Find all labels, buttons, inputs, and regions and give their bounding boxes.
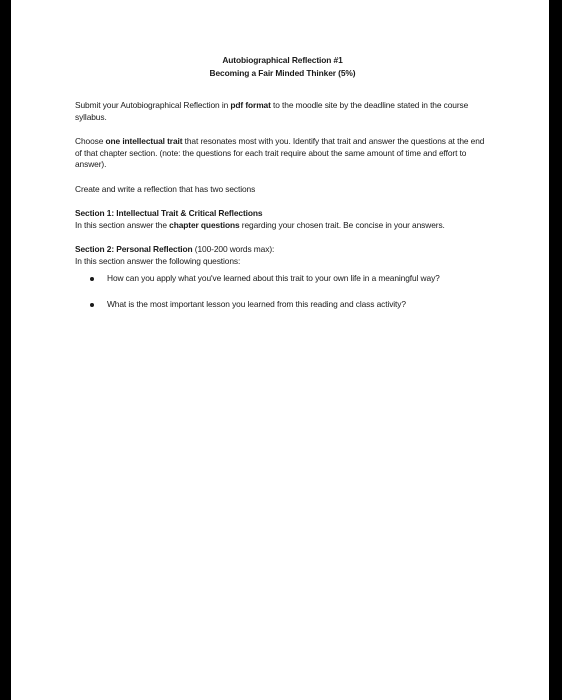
section-2-heading-suffix: (100-200 words max): xyxy=(192,244,275,254)
question-text: What is the most important lesson you learned from this reading and class activity? xyxy=(107,298,406,309)
section-1-body xyxy=(75,220,490,232)
document-title: Autobiographical Reflection #1 xyxy=(222,55,343,65)
section-1 xyxy=(75,208,490,231)
section-1-text-before: In this section answer the xyxy=(75,219,170,230)
list-item xyxy=(75,299,490,311)
title-block xyxy=(75,54,490,80)
document-page xyxy=(11,0,549,700)
right-screen-edge xyxy=(549,0,562,700)
submit-bold: pdf format xyxy=(230,100,271,110)
section-2-intro: In this section answer the following questions: xyxy=(75,255,241,266)
create-instructions: Create and write a reflection that has two sections xyxy=(75,183,256,194)
choose-bold: one intellectual trait xyxy=(105,136,183,146)
section-2 xyxy=(75,244,490,310)
section-1-bold: chapter questions xyxy=(169,219,240,230)
section-2-heading-line xyxy=(75,244,490,256)
document-content xyxy=(75,54,490,324)
choose-text-before: Choose xyxy=(75,136,106,146)
bullet-icon xyxy=(90,303,94,307)
left-screen-edge xyxy=(0,0,11,700)
submit-instructions xyxy=(75,100,490,123)
choose-text-after: that resonates most with you. Identify that trait and answer the questions at the end of that chapter section. (note: the questions for each trait require about the same amount of time and effort to answer). xyxy=(75,136,485,169)
choose-instructions xyxy=(75,136,490,171)
list-item xyxy=(75,273,490,285)
section-1-heading: Section 1: Intellectual Trait & Critical Reflections xyxy=(75,208,263,218)
question-list xyxy=(75,273,490,310)
submit-text-before: Submit your Autobiographical Reflection in xyxy=(75,100,231,110)
bullet-icon xyxy=(90,277,94,281)
section-2-heading: Section 2: Personal Reflection xyxy=(75,244,193,254)
question-text: How can you apply what you've learned about this trait to your own life in a meaningful way? xyxy=(107,273,440,283)
document-subtitle: Becoming a Fair Minded Thinker (5%) xyxy=(209,68,356,78)
section-1-text-after: regarding your chosen trait. Be concise in your answers. xyxy=(239,219,445,230)
submit-text-after: to the moodle site by the deadline stated in the course syllabus. xyxy=(75,100,469,122)
